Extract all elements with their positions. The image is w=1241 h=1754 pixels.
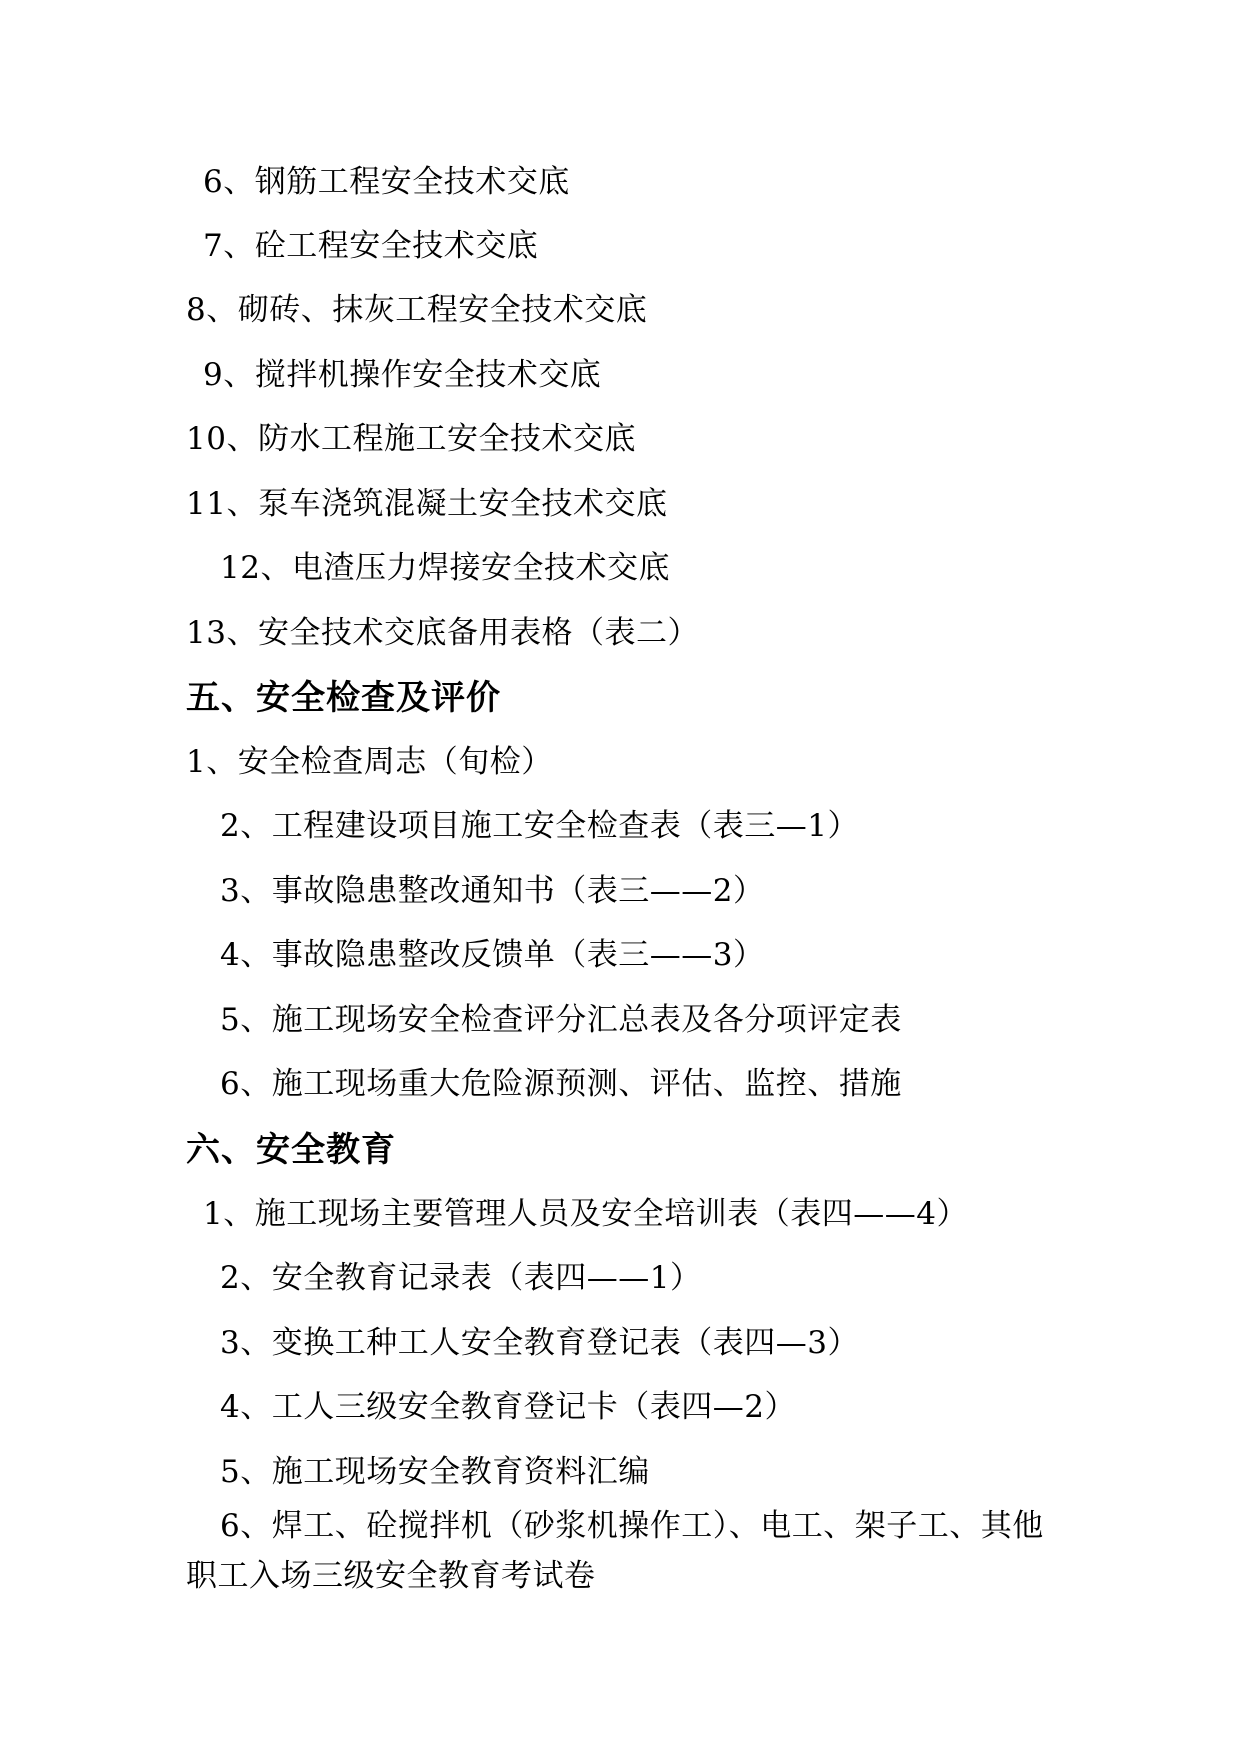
list-item: 9、搅拌机操作安全技术交底 [203,357,602,393]
list-item: 2、安全教育记录表（表四——1） [220,1260,702,1296]
list-item: 6、施工现场重大危险源预测、评估、监控、措施 [220,1066,902,1102]
list-item: 1、施工现场主要管理人员及安全培训表（表四——4） [203,1196,968,1232]
list-item: 1、安全检查周志（旬检） [186,744,553,780]
list-item: 5、施工现场安全检查评分汇总表及各分项评定表 [220,1002,902,1038]
section-heading-inspection: 五、安全检查及评价 [186,678,501,718]
list-item: 6、钢筋工程安全技术交底 [203,164,570,200]
list-item: 12、电渣压力焊接安全技术交底 [220,550,670,586]
list-item: 4、工人三级安全教育登记卡（表四—2） [220,1389,796,1425]
list-item: 5、施工现场安全教育资料汇编 [220,1454,650,1490]
list-item: 3、事故隐患整改通知书（表三——2） [220,873,765,909]
list-item: 6、焊工、砼搅拌机（砂浆机操作工）、电工、架子工、其他 [220,1508,1044,1544]
list-item-continuation: 职工入场三级安全教育考试卷 [186,1558,596,1594]
list-item: 8、砌砖、抹灰工程安全技术交底 [186,292,648,328]
section-heading-education: 六、安全教育 [186,1130,396,1170]
list-item: 7、砼工程安全技术交底 [203,228,539,264]
list-item: 11、泵车浇筑混凝土安全技术交底 [186,486,668,522]
list-item: 10、防水工程施工安全技术交底 [186,421,636,457]
list-item: 3、变换工种工人安全教育登记表（表四—3） [220,1325,859,1361]
list-item: 2、工程建设项目施工安全检查表（表三—1） [220,808,859,844]
list-item: 4、事故隐患整改反馈单（表三——3） [220,937,765,973]
list-item: 13、安全技术交底备用表格（表二） [186,615,699,651]
